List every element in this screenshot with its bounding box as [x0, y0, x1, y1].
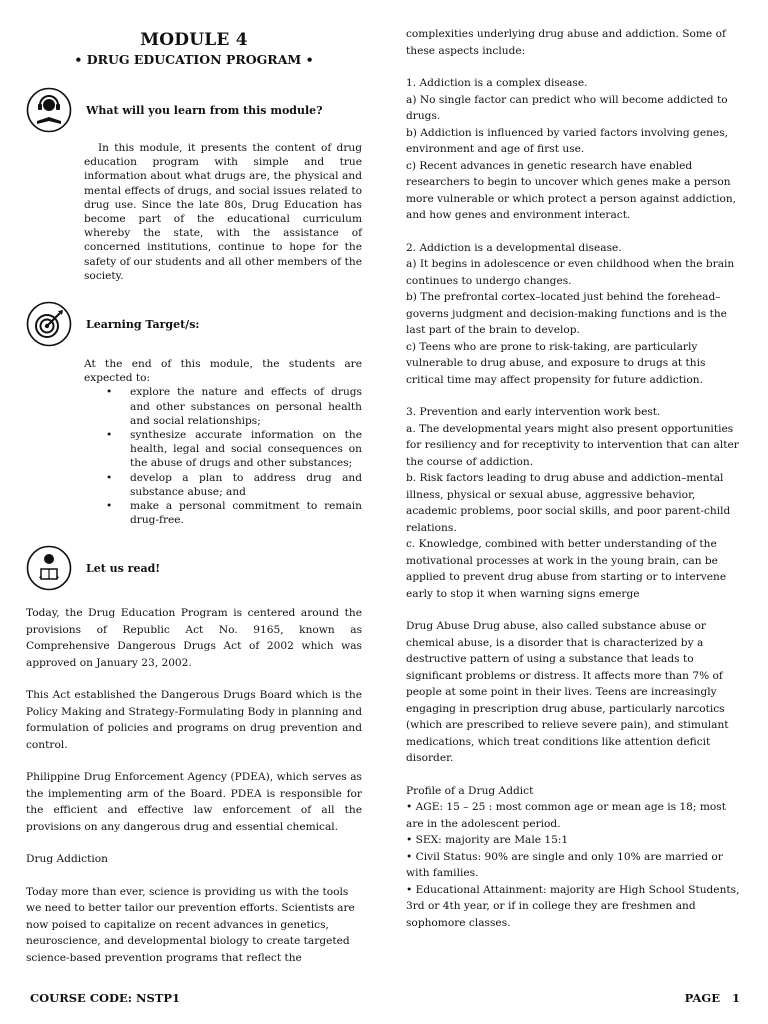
learn-heading: What will you learn from this module? [86, 103, 323, 117]
read-section-header [26, 545, 362, 591]
read-heading: Let us read! [86, 561, 161, 575]
course-code: COURSE CODE: NSTP1 [30, 991, 181, 1005]
left-column [26, 26, 362, 966]
section-3-line: b. Risk factors leading to drug abuse and addiction–mental illness, physical or sexual abuse, aggressive behavior, academic problems, poor social skills, and poor parent-child relations. [406, 472, 731, 534]
section-2-line: a) It begins in adolescence or even childhood when the brain continues to undergo changes. [406, 258, 735, 287]
read-paragraph: Today, the Drug Education Program is centered around the provisions of Republic Act No. 9165, known as Comprehensive Dangerous Drugs Act of 2002 which was approved on January 23, 2002. [26, 607, 362, 669]
targets-intro: At the end of this module, the students are expected to: [84, 358, 362, 385]
list-item: • synthesize accurate information on the health, legal and social consequences on the abuse of drugs and other substances; [130, 428, 362, 471]
targets-section-header [26, 301, 362, 347]
module-title: MODULE 4 [140, 30, 248, 50]
read-body [26, 605, 362, 966]
section-3-line: c. Knowledge, combined with better understanding of the motivational processes at work in the young brain, can be applied to prevent drug abuse from starting or to intervene early to stop it when warning signs emerge [406, 538, 727, 600]
learn-section-header [26, 87, 362, 133]
read-paragraph: Today more than ever, science is providing us with the tools we need to better tailor our prevention efforts. Scientists are now poised to capitalize on recent advances in genetics, neuroscience, and developmental biology to create targeted science-based prevention programs that reflect the [26, 885, 355, 964]
right-column [406, 26, 742, 931]
read-paragraph: Philippine Drug Enforcement Agency (PDEA), which serves as the implementing arm of the Board. PDEA is responsible for the efficient and effective law enforcement of all the provisions on any dangerous drug and essential chemical. [26, 771, 362, 833]
target-arrow-icon [26, 301, 72, 347]
section-2-title: 2. Addiction is a developmental disease. [406, 241, 622, 254]
list-item: • develop a plan to address drug and substance abuse; and [130, 471, 362, 499]
section-1-line: a) No single factor can predict who will become addicted to drugs. [406, 93, 728, 122]
section-1-title: 1. Addiction is a complex disease. [406, 77, 588, 89]
targets-list [130, 385, 362, 527]
student-headphones-icon [26, 87, 72, 133]
drug-addiction-heading: Drug Addiction [26, 853, 108, 866]
drug-abuse-paragraph: Drug Abuse Drug abuse, also called substance abuse or chemical abuse, is a disorder that is characterized by a destructive pattern of using a substance that leads to significant problems or distress. It affects more than 7% of people at some point in their lives. Teens are increasingly engaging in prescription drug abuse, particularly narcotics (which are prescribed to relieve severe pain), and stimulant medications, which treat conditions like attention deficit disorder. [406, 620, 729, 764]
list-item: • make a personal commitment to remain drug-free. [130, 499, 362, 527]
profile-line: • Civil Status: 90% are single and only 10% are married or with families. [406, 850, 723, 879]
profile-line: • Educational Attainment: majority are High School Students, 3rd or 4th year, or if in college they are freshmen and sophomore classes. [406, 883, 740, 929]
list-item: • explore the nature and effects of drugs and other substances on personal health and social relationships; [130, 385, 362, 428]
profile-line: • SEX: majority are Male 15:1 [406, 834, 569, 846]
section-2-line: c) Teens who are prone to risk-taking, are particularly vulnerable to drug abuse, and exposure to drugs at this critical time may affect propensity for future addiction. [406, 340, 706, 386]
read-paragraph: This Act established the Dangerous Drugs Board which is the Policy Making and Strategy-Formulating Body in planning and formulation of policies and programs on drug prevention and control. [26, 689, 362, 751]
module-subtitle: • DRUG EDUCATION PROGRAM • [74, 52, 314, 67]
section-1-line: b) Addiction is influenced by varied factors involving genes, environment and age of first use. [406, 126, 728, 155]
section-2-line: b) The prefrontal cortex–located just behind the forehead–governs judgment and decision-making functions and is the last part of the brain to develop. [406, 291, 727, 336]
aspects-intro: complexities underlying drug abuse and addiction. Some of these aspects include: [406, 28, 726, 57]
section-3-title: 3. Prevention and early intervention work best. [406, 406, 661, 418]
reading-person-icon [26, 545, 72, 591]
learn-paragraph: In this module, it presents the content of drug education program with simple and true information about what drugs are, the physical and mental effects of drugs, and social issues related to drug use. Since the late 80s, Drug Education has become part of the educational curriculum whereby the state, with the assistance of concerned institutions, continue to hope for the safety of our students and all other members of the society. [84, 142, 362, 282]
profile-title: Profile of a Drug Addict [406, 784, 534, 797]
targets-heading: Learning Target/s: [86, 317, 200, 331]
profile-line: • AGE: 15 – 25 : most common age or mean age is 18; most are in the adolescent period. [406, 801, 726, 830]
learn-body [84, 141, 362, 283]
page-number: PAGE 1 [684, 991, 740, 1005]
section-3-line: a. The developmental years might also present opportunities for resiliency and for receptivity to intervention that can alter the course of addiction. [406, 422, 739, 468]
section-1-line: c) Recent advances in genetic research have enabled researchers to begin to uncover which genes make a person more vulnerable or which protect a person against addiction, and how genes and environment interact. [406, 159, 737, 221]
